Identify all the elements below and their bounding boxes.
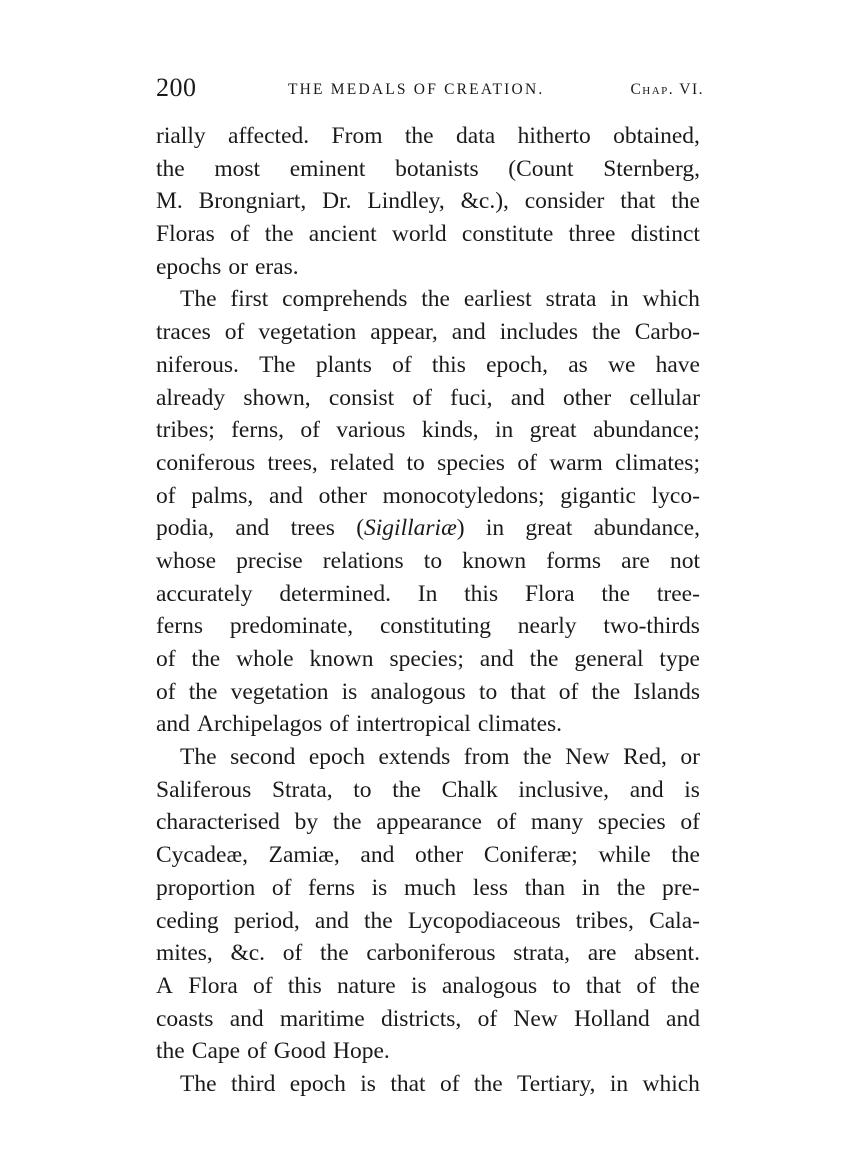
text-line: ceding period, and the Lycopodiaceous tribes, Cala-: [156, 907, 700, 934]
text-line: the most eminent botanists (Count Sternberg,: [156, 155, 700, 182]
text-line: of the whole known species; and the general type: [156, 646, 700, 672]
text-line: coasts and maritime districts, of New Holland and: [156, 1005, 700, 1032]
text-line: M. Brongniart, Dr. Lindley, &c.), consider that the: [156, 188, 700, 215]
text-line: tribes; ferns, of various kinds, in great abundance;: [156, 417, 700, 444]
running-head: [156, 70, 704, 106]
text-line: of the vegetation is analogous to that of the Islands: [156, 678, 700, 705]
running-title: THE MEDALS OF CREATION.: [288, 81, 545, 98]
text-line: of palms, and other monocotyledons; gigantic lyco-: [156, 482, 700, 509]
page-number: 200: [156, 73, 197, 102]
text-line: mites, &c. of the carboniferous strata, are absent.: [156, 940, 700, 967]
text-line: already shown, consist of fuci, and other cellular: [156, 384, 700, 411]
text-line: Saliferous Strata, to the Chalk inclusive, and is: [156, 776, 700, 803]
text-line: coniferous trees, related to species of warm climates;: [156, 449, 700, 476]
text-line: the Cape of Good Hope.: [156, 1038, 390, 1065]
body-text: [156, 120, 700, 1101]
text-line: Floras of the ancient world constitute three distinct: [156, 221, 700, 248]
text-line: The second epoch extends from the New Red, or: [180, 744, 700, 771]
text-line: ferns predominate, constituting nearly two-thirds: [156, 613, 700, 640]
text-line: niferous. The plants of this epoch, as we have: [156, 351, 700, 378]
text-line: traces of vegetation appear, and includes the Carbo-: [156, 319, 700, 346]
text-line: The third epoch is that of the Tertiary, in which: [180, 1070, 700, 1097]
text-line: rially affected. From the data hitherto obtained,: [156, 123, 700, 149]
text-line: The first comprehends the earliest strata in which: [180, 286, 700, 313]
chapter-label: Chap. VI.: [630, 81, 704, 98]
text-line: Cycadeæ, Zamiæ, and other Coniferæ; while the: [156, 842, 700, 869]
text-line: accurately determined. In this Flora the tree-: [156, 580, 700, 607]
text-line: proportion of ferns is much less than in the pre-: [156, 874, 700, 901]
text-line: podia, and trees (Sigillariæ) in great abundance,: [156, 515, 700, 542]
text-line: characterised by the appearance of many species of: [156, 809, 700, 836]
text-line: and Archipelagos of intertropical climates.: [156, 711, 563, 738]
text-line: epochs or eras.: [156, 253, 299, 280]
text-line: A Flora of this nature is analogous to that of the: [156, 972, 700, 999]
text-line: whose precise relations to known forms are not: [156, 547, 700, 574]
